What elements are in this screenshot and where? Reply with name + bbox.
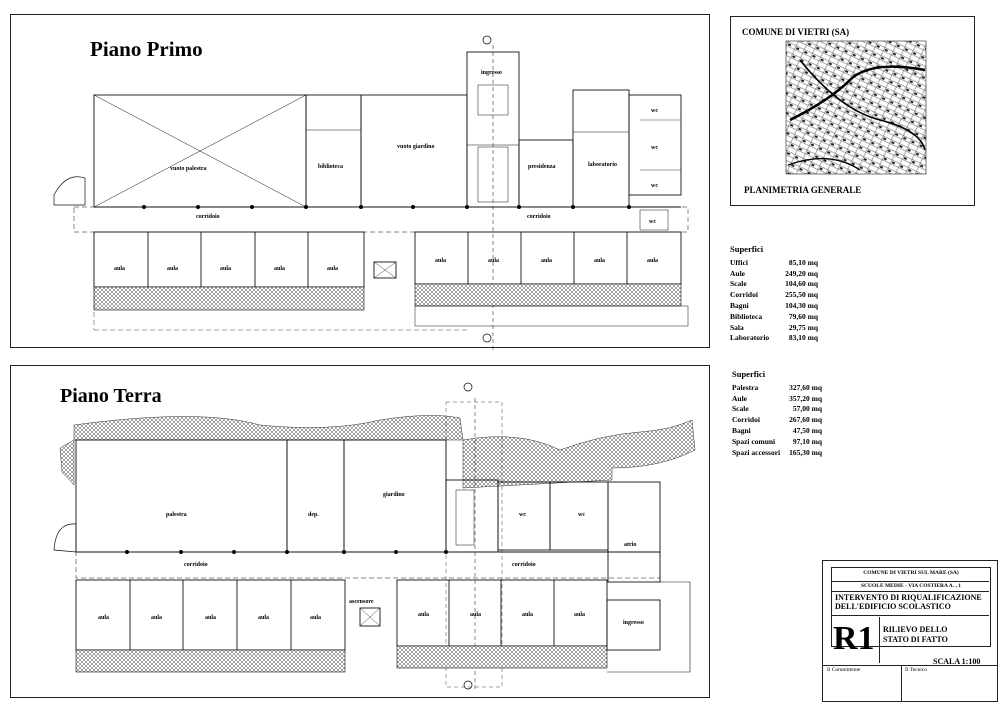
surface-row: [732, 437, 822, 448]
title-block: [822, 560, 998, 702]
surface-value: 104,60 mq: [785, 279, 818, 289]
surface-value: 104,30 mq: [785, 300, 818, 310]
surface-row: [730, 301, 818, 312]
surface-value: 29,75 mq: [788, 322, 818, 332]
surface-label: Spazi comuni: [732, 436, 776, 446]
title-block-code: R1: [833, 620, 875, 657]
surface-label: Corridoi: [730, 290, 758, 300]
room-ascensore: ascensore: [349, 599, 374, 605]
room-vuoto-palestra: vuoto palestra: [170, 166, 207, 172]
room-aula: aula: [594, 258, 606, 264]
surface-row: [730, 269, 818, 280]
room-ingresso-primo: ingresso: [481, 70, 502, 76]
surface-value: 79,60 mq: [788, 311, 818, 321]
room-aula: aula: [167, 266, 179, 272]
surface-value: 47,50 mq: [792, 425, 822, 435]
room-wc-primo-2: wc: [651, 145, 658, 151]
title-block-divider: [831, 615, 989, 616]
title-block-school: SCUOLE MEDIE - VIA COSTIERA A. , 1: [861, 583, 961, 589]
room-corridoio-primo-right: corridoio: [527, 214, 551, 220]
surface-row: [730, 258, 818, 269]
room-presidenza: presidenza: [528, 164, 556, 170]
surface-value: 255,50 mq: [785, 290, 818, 300]
surface-row: [732, 394, 822, 405]
surface-row: [730, 323, 818, 334]
surface-value: 83,10 mq: [788, 333, 818, 343]
location-title: COMUNE DI VIETRI (SA): [742, 27, 850, 37]
room-corridoio-terra-left: corridoio: [184, 562, 208, 568]
room-corridoio-terra-right: corridoio: [512, 562, 536, 568]
room-wc-primo-3: wc: [651, 183, 658, 189]
room-laboratorio: laboratorio: [588, 162, 617, 168]
room-aula: aula: [258, 615, 270, 621]
upper-plan-frame: [10, 14, 710, 348]
title-block-divider: [901, 665, 902, 701]
room-aula: aula: [418, 612, 430, 618]
surface-value: 267,60 mq: [789, 415, 822, 425]
title-block-municipality: COMUNE DI VIETRI SUL MARE (SA): [863, 570, 959, 576]
room-aula: aula: [541, 258, 553, 264]
room-aula: aula: [470, 612, 482, 618]
surface-label: Sala: [730, 322, 744, 332]
surfaces-primo-title: Superfici: [730, 244, 764, 254]
surface-value: 357,20 mq: [789, 393, 822, 403]
surface-row: [730, 333, 818, 344]
surface-row: [732, 404, 822, 415]
surfaces-primo: [730, 244, 818, 344]
surface-value: 97,10 mq: [792, 436, 822, 446]
lower-plan-heading: Piano Terra: [60, 385, 162, 407]
room-dep: dep.: [308, 512, 319, 518]
location-box: [730, 16, 975, 206]
room-aula: aula: [114, 266, 126, 272]
surface-label: Scale: [732, 404, 749, 414]
title-block-divider: [879, 617, 880, 663]
surface-label: Uffici: [730, 257, 748, 267]
title-block-technician: Il Tecnico: [905, 667, 927, 673]
surface-label: Scale: [730, 279, 747, 289]
surface-value: 165,30 mq: [789, 447, 822, 457]
surface-row: [732, 448, 822, 459]
surface-value: 327,60 mq: [789, 382, 822, 392]
surface-label: Corridoi: [732, 415, 760, 425]
location-caption: PLANIMETRIA GENERALE: [744, 185, 862, 195]
title-block-divider: [831, 591, 989, 592]
surface-value: 85,10 mq: [788, 257, 818, 267]
surface-row: [730, 290, 818, 301]
surface-label: Biblioteca: [730, 311, 763, 321]
title-block-description: RILIEVO DELLO STATO DI FATTO: [883, 625, 948, 644]
room-aula: aula: [274, 266, 286, 272]
room-vuoto-giardino: vuoto giardino: [397, 144, 435, 150]
room-aula: aula: [205, 615, 217, 621]
room-wc-primo-4: wc: [649, 219, 656, 225]
title-block-scale: SCALA 1:100: [933, 657, 981, 666]
surface-label: Palestra: [732, 382, 759, 392]
room-aula: aula: [435, 258, 447, 264]
surface-row: [732, 415, 822, 426]
surface-label: Aule: [732, 393, 747, 403]
surface-row: [732, 426, 822, 437]
room-aula: aula: [647, 258, 659, 264]
room-wc-terra-1: wc: [519, 512, 526, 518]
surface-label: Aule: [730, 268, 745, 278]
room-aula: aula: [574, 612, 586, 618]
room-aula: aula: [151, 615, 163, 621]
surface-row: [732, 383, 822, 394]
room-wc-terra-2: wc: [578, 512, 585, 518]
surface-row: [730, 312, 818, 323]
title-block-divider: [831, 581, 989, 582]
room-biblioteca: biblioteca: [318, 164, 343, 170]
surface-value: 57,00 mq: [792, 404, 822, 414]
room-aula: aula: [522, 612, 534, 618]
title-block-divider: [823, 665, 997, 666]
surface-label: Laboratorio: [730, 333, 770, 343]
room-aula: aula: [220, 266, 232, 272]
room-aula: aula: [98, 615, 110, 621]
surfaces-terra-title: Superfici: [732, 369, 766, 379]
room-aula: aula: [327, 266, 339, 272]
title-block-client: Il Committente: [827, 667, 861, 673]
surface-value: 249,20 mq: [785, 268, 818, 278]
room-aula: aula: [488, 258, 500, 264]
room-atrio: atrio: [624, 542, 637, 548]
room-corridoio-primo-left: corridoio: [196, 214, 220, 220]
title-block-intervention: INTERVENTO DI RIQUALIFICAZIONE DELL'EDIFICIO SCOLASTICO: [835, 593, 982, 611]
room-aula: aula: [310, 615, 322, 621]
room-palestra: palestra: [166, 512, 187, 518]
surface-label: Bagni: [730, 300, 749, 310]
surface-label: Spazi accessori: [732, 447, 781, 457]
room-ingresso-terra: ingresso: [623, 620, 644, 626]
surfaces-terra: [732, 369, 822, 458]
surface-label: Bagni: [732, 425, 751, 435]
room-giardino: giardino: [383, 492, 405, 498]
upper-plan-heading: Piano Primo: [90, 37, 203, 61]
surface-row: [730, 279, 818, 290]
room-wc-primo-1: wc: [651, 108, 658, 114]
lower-plan-frame: [10, 365, 710, 698]
